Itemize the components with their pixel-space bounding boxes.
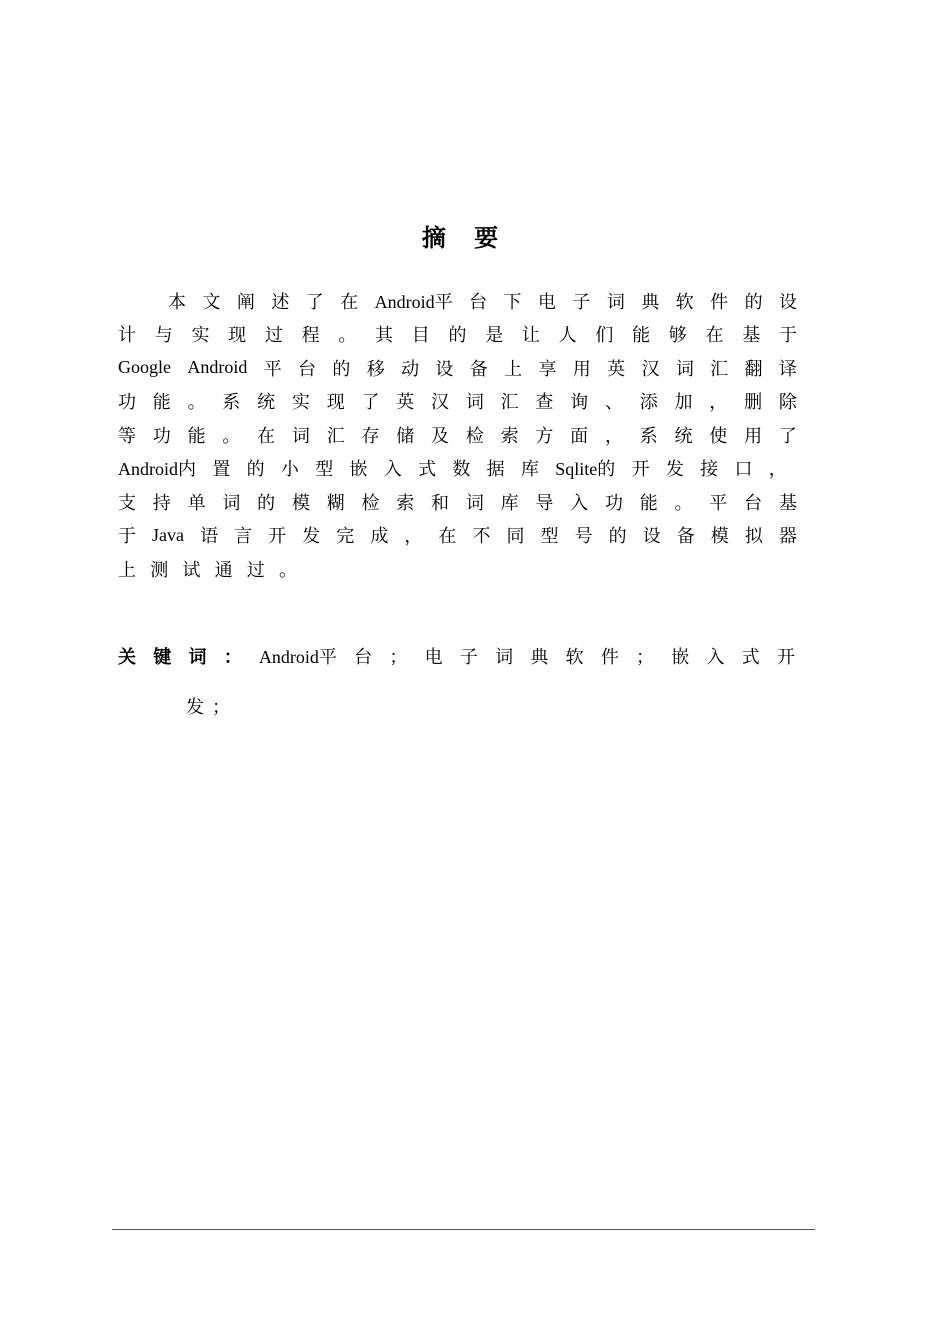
abstract-token: 发 [665,459,684,479]
abstract-token: 。 [278,559,297,580]
abstract-token: 使 [709,425,728,446]
abstract-token: 于 [118,526,136,546]
abstract-token: 功 [118,392,136,412]
abstract-token: 功 [604,492,623,513]
abstract-token: 典 [641,291,660,312]
abstract-line [118,552,297,585]
abstract-token: 能 [639,492,658,513]
keywords-label-token: ： [223,646,242,667]
abstract-token: 型 [315,459,334,479]
abstract-token: 英 [607,358,626,379]
keyword-token: ； [636,646,655,667]
keyword-token: 子 [459,646,478,667]
abstract-token: 功 [152,425,171,446]
abstract-title: 摘 要 [421,224,509,252]
abstract-token: 基 [742,325,761,345]
abstract-token: 享 [538,358,557,379]
abstract-token: 的 [332,358,351,379]
keywords-label-token: 关 [118,646,136,667]
abstract-token: 本 [168,291,186,312]
abstract-token: 发 [302,526,321,546]
abstract-token: 们 [595,325,614,345]
abstract-token: 口 [734,459,753,479]
abstract-token: 词 [606,291,625,312]
abstract-token: 索 [500,425,519,446]
keyword-token: ； [389,646,408,667]
abstract-token: 设 [642,526,661,546]
abstract-token: 等 [118,425,136,446]
abstract-token: 目 [411,325,430,345]
abstract-token: 平 [709,492,728,513]
abstract-token: 型 [540,526,559,546]
abstract-token: 据 [486,459,505,479]
abstract-token: 程 [301,325,320,345]
abstract-token: ， [404,526,423,546]
keyword-token: 件 [600,646,619,667]
abstract-token: 拟 [744,526,763,546]
abstract-token: 置 [212,459,231,479]
abstract-token: 试 [182,559,201,580]
keywords-label-token: 词 [188,646,207,667]
abstract-token: 能 [632,325,651,345]
abstract-token: 子 [572,291,591,312]
abstract-token: 设 [435,358,454,379]
abstract-token: 在 [257,425,276,446]
abstract-token: 过 [264,325,283,345]
abstract-token: 文 [202,291,221,312]
abstract-token: 现 [228,325,247,345]
abstract-token: 其 [375,325,394,345]
abstract-token: 开 [631,459,650,479]
abstract-token: 数 [452,459,471,479]
abstract-token: 添 [639,392,658,412]
keyword-token: ； [212,696,230,717]
keyword-token: 软 [565,646,584,667]
abstract-token: 导 [535,492,554,513]
abstract-token: 实 [191,325,210,345]
abstract-token: 能 [152,392,171,412]
abstract-token: 能 [187,425,206,446]
abstract-token: 支 [118,492,136,513]
abstract-token: 统 [674,425,693,446]
abstract-token: 译 [778,358,797,379]
footer-rule [112,1229,815,1230]
keywords-label-token: 键 [153,646,172,667]
abstract-token: 让 [521,325,540,345]
abstract-token: 在 [438,526,457,546]
abstract-token: 台 [469,291,488,312]
keyword-token: 台 [354,646,373,667]
abstract-token: 不 [472,526,491,546]
abstract-token: 平 [263,358,282,379]
keyword-token: 入 [706,646,725,667]
abstract-token: 词 [465,392,484,412]
abstract-token: 系 [222,392,241,412]
abstract-token: 言 [234,526,253,546]
abstract-line [118,385,797,418]
abstract-token: 述 [271,291,290,312]
abstract-token: 小 [280,459,299,479]
abstract-token: 持 [152,492,171,513]
abstract-token: 汉 [641,358,660,379]
keyword-token: 典 [530,646,549,667]
abstract-token: 用 [572,358,591,379]
abstract-token: 模 [291,492,310,513]
abstract-token: 。 [187,392,206,412]
abstract-token: 够 [668,325,687,345]
abstract-token: Android平 [374,291,453,312]
abstract-token: 汇 [326,425,345,446]
abstract-token: 单 [187,492,206,513]
abstract-line [168,284,797,317]
abstract-token: 入 [570,492,589,513]
abstract-token: 号 [574,526,593,546]
keyword-token: 电 [424,646,443,667]
abstract-line [118,485,797,518]
abstract-token: 汇 [710,358,729,379]
abstract-token: 翻 [744,358,763,379]
abstract-token: Android内 [118,459,196,479]
abstract-token: 测 [150,559,169,580]
abstract-token: 过 [246,559,265,580]
abstract-token: 的 [448,325,467,345]
abstract-token: 了 [778,425,797,446]
abstract-token: 词 [675,358,694,379]
abstract-token: 设 [779,291,797,312]
abstract-token: 软 [675,291,694,312]
abstract-token: 存 [361,425,380,446]
abstract-token: 汇 [500,392,519,412]
abstract-token: 检 [361,492,380,513]
abstract-token: 上 [504,358,523,379]
abstract-token: 通 [214,559,233,580]
abstract-token: 、 [604,392,623,412]
abstract-token: 在 [340,291,359,312]
abstract-token: 库 [500,492,519,513]
abstract-token: 删 [744,392,763,412]
abstract-token: 和 [431,492,450,513]
abstract-token: 计 [118,325,136,345]
abstract-token: 是 [485,325,504,345]
abstract-token: 移 [366,358,385,379]
abstract-token: 查 [535,392,554,412]
abstract-token: ， [768,459,787,479]
abstract-line [118,452,787,485]
abstract-token: 件 [710,291,729,312]
keywords-line [118,639,795,672]
abstract-token: 阐 [236,291,255,312]
abstract-token: 下 [503,291,522,312]
abstract-token: 开 [268,526,287,546]
abstract-token: 统 [257,392,276,412]
abstract-token: 人 [558,325,577,345]
abstract-line [118,318,797,351]
abstract-token: 词 [222,492,241,513]
abstract-token: 模 [710,526,729,546]
abstract-token: 器 [778,526,797,546]
abstract-token: 的 [744,291,763,312]
abstract-line [118,519,797,552]
keyword-token: Android平 [258,646,337,667]
abstract-token: 了 [305,291,324,312]
abstract-line [118,351,797,384]
abstract-token: 上 [118,559,136,580]
abstract-token: 除 [778,392,797,412]
abstract-token: 台 [744,492,763,513]
abstract-token: 现 [326,392,345,412]
abstract-token: Android [187,357,248,377]
abstract-token: 加 [674,392,693,412]
abstract-token: ， [604,425,623,446]
abstract-token: 汉 [431,392,450,412]
abstract-token: 式 [418,459,437,479]
keyword-token: 式 [741,646,760,667]
keyword-token: 嵌 [671,646,690,667]
abstract-token: 糊 [326,492,345,513]
abstract-token: 同 [506,526,525,546]
abstract-token: 面 [570,425,589,446]
abstract-token: 。 [338,325,357,345]
keyword-token: 词 [495,646,514,667]
abstract-token: 于 [778,325,797,345]
abstract-token: 台 [298,358,317,379]
abstract-token: 电 [537,291,556,312]
abstract-token: 。 [674,492,693,513]
abstract-token: 的 [246,459,265,479]
abstract-token: 的 [608,526,627,546]
abstract-token: 完 [336,526,355,546]
abstract-token: 库 [520,459,539,479]
abstract-token: 询 [570,392,589,412]
abstract-token: 入 [383,459,402,479]
abstract-token: 语 [200,526,219,546]
abstract-token: 备 [676,526,695,546]
keyword-token: 发 [186,696,204,717]
abstract-token: ， [709,392,728,412]
abstract-token: 与 [154,325,173,345]
abstract-token: Google [118,357,171,377]
abstract-token: 了 [361,392,380,412]
abstract-token: 方 [535,425,554,446]
keyword-token: 开 [776,646,795,667]
abstract-token: 储 [396,425,415,446]
abstract-token: 词 [291,425,310,446]
abstract-token: 成 [370,526,389,546]
abstract-token: 的 [257,492,276,513]
abstract-token: 。 [222,425,241,446]
abstract-token: 实 [291,392,310,412]
abstract-token: 系 [639,425,658,446]
abstract-line [118,418,797,451]
abstract-token: 基 [778,492,797,513]
abstract-token: 检 [465,425,484,446]
abstract-token: 嵌 [349,459,368,479]
abstract-token: 英 [396,392,415,412]
abstract-token: 用 [744,425,763,446]
abstract-token: 及 [431,425,450,446]
abstract-token: 动 [401,358,420,379]
abstract-token: Sqlite的 [555,459,616,479]
abstract-token: 备 [469,358,488,379]
abstract-token: Java [152,524,185,545]
abstract-token: 词 [465,492,484,513]
keywords-line-continued [186,689,230,722]
abstract-token: 接 [700,459,719,479]
abstract-token: 在 [705,325,724,345]
abstract-token: 索 [396,492,415,513]
